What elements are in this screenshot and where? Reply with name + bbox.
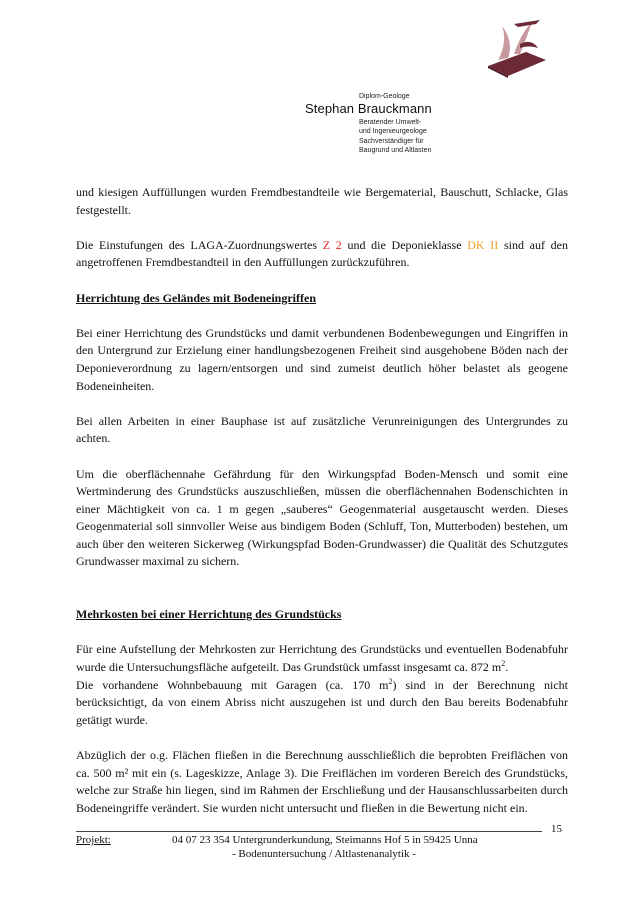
paragraph-contamination-warning: Bei allen Arbeiten in einer Bauphase ist auf zusätzliche Verunreinigungen des Untergrundes zu achten. [76,413,568,446]
section-heading-site-preparation: Herrichtung des Geländes mit Bodeneingriffen [76,290,316,305]
laga-value-z2: Z 2 [322,237,342,252]
page-number: 15 [551,823,562,835]
superscript: 2 [501,659,506,669]
footer-project-label: Projekt: [76,834,111,846]
superscript: 2 [388,676,393,686]
classification-text: Die Einstufungen des LAGA-Zuordnungswertes [76,237,323,252]
paragraph-soil-exchange: Um die oberflächennahe Gefährdung für den Wirkungspfad Boden-Mensch und somit eine Wertminderung des Grundstücks auszuschließen, müssen die oberflächennahen Bodenschichten in einer Mächtigkeit von ca. 1 m gegen „sauberes“ Geogenmaterial ausgetauscht werden. Dieses Geogenmaterial soll sinnvoller Weise aus bindigem Boden (Schluff, Ton, Mutterboden) bestehen, um auch über den weiteren Sickerweg (Wirkungspfad Boden-Grundwasser) die Qualität des Schutzgutes Grundwasser maximal zu sichern. [76,466,568,569]
paragraph-cost-breakdown [76,641,568,676]
letterhead-name: Stephan Brauckmann [305,101,432,116]
footer-subtitle: - Bodenuntersuchung / Altlastenanalytik - [232,848,416,860]
footer-divider [76,831,542,832]
document-body [76,184,568,817]
cost-breakdown-end: . [505,660,509,675]
paragraph-sampled-areas: Abzüglich der o.g. Flächen fließen in die Berechnung ausschließlich die beprobten Freiflächen von ca. 500 m² mit ein (s. Lageskizze, Anlage 3). Die Freiflächen im vorderen Bereich des Grundstücks, welche zur Straße hin liegen, sind im Rahmen der Erschließung und der Hausanschlussarbeiten durch Bodeneingriffe verändert. Sie wurden nicht untersucht und fließen in die Bewertung nicht ein. [76,748,568,815]
existing-buildings-text: Die vorhandene Wohnbebauung mit Garagen (ca. 170 m [76,677,389,692]
paragraph-soil-disposal: Bei einer Herrichtung des Grundstücks und damit verbundenen Bodenbewegungen und Eingriffen in den Untergrund zur Erzielung einer handlungsbezogenen Freiheit sind ausgehobene Böden nach der Deponieverordnung zu lagern/entsorgen und sind zumeist deutlich höher belastet als geogene Bodeneinheiten. [76,325,568,393]
paragraph-classification [76,237,568,272]
letterhead-subtitle [359,118,431,155]
classification-text: sind auf den angetroffenen Fremdbestandteil in den Auffüllungen zurückzuführen. [76,237,568,270]
letterhead-subtitle-line: und Ingenieurgeologe [359,128,427,136]
letterhead-subtitle-line: Beratender Umwelt- [359,119,422,126]
section-heading-additional-costs: Mehrkosten bei einer Herrichtung des Grundstücks [76,607,342,622]
paragraph-existing-buildings [76,677,568,730]
company-logo-icon [484,14,548,78]
footer-project-text: 04 07 23 354 Untergrunderkundung, Steimanns Hof 5 in 59425 Unna [172,834,478,846]
existing-buildings-text: ) sind in der Berechnung nicht berücksichtigt, da von einem Abriss nicht auszugehen ist und durch den Bau bereits Bodenabfuhr getätigt wurde. [76,677,568,727]
landfill-class-dk2: DK II [467,237,499,252]
letterhead-subtitle-line: Sachverständiger für [359,137,424,145]
cost-breakdown-text: Für eine Aufstellung der Mehrkosten zur Herrichtung des Grundstücks und eventuellen Bodenabfuhr wurde die Untersuchungsfläche aufgeteilt. Das Grundstück umfasst insgesamt ca. 872 m [76,642,568,675]
footer-project-line [76,834,478,846]
letterhead-subtitle-line: Baugrund und Altlasten [359,146,432,154]
classification-text: und die Deponieklasse [341,237,468,252]
letterhead-title: Diplom-Geologe [359,93,410,100]
paragraph-fill-materials: und kiesigen Auffüllungen wurden Fremdbestandteile wie Bergematerial, Bauschutt, Schlacke, Glas festgestellt. [76,185,568,217]
